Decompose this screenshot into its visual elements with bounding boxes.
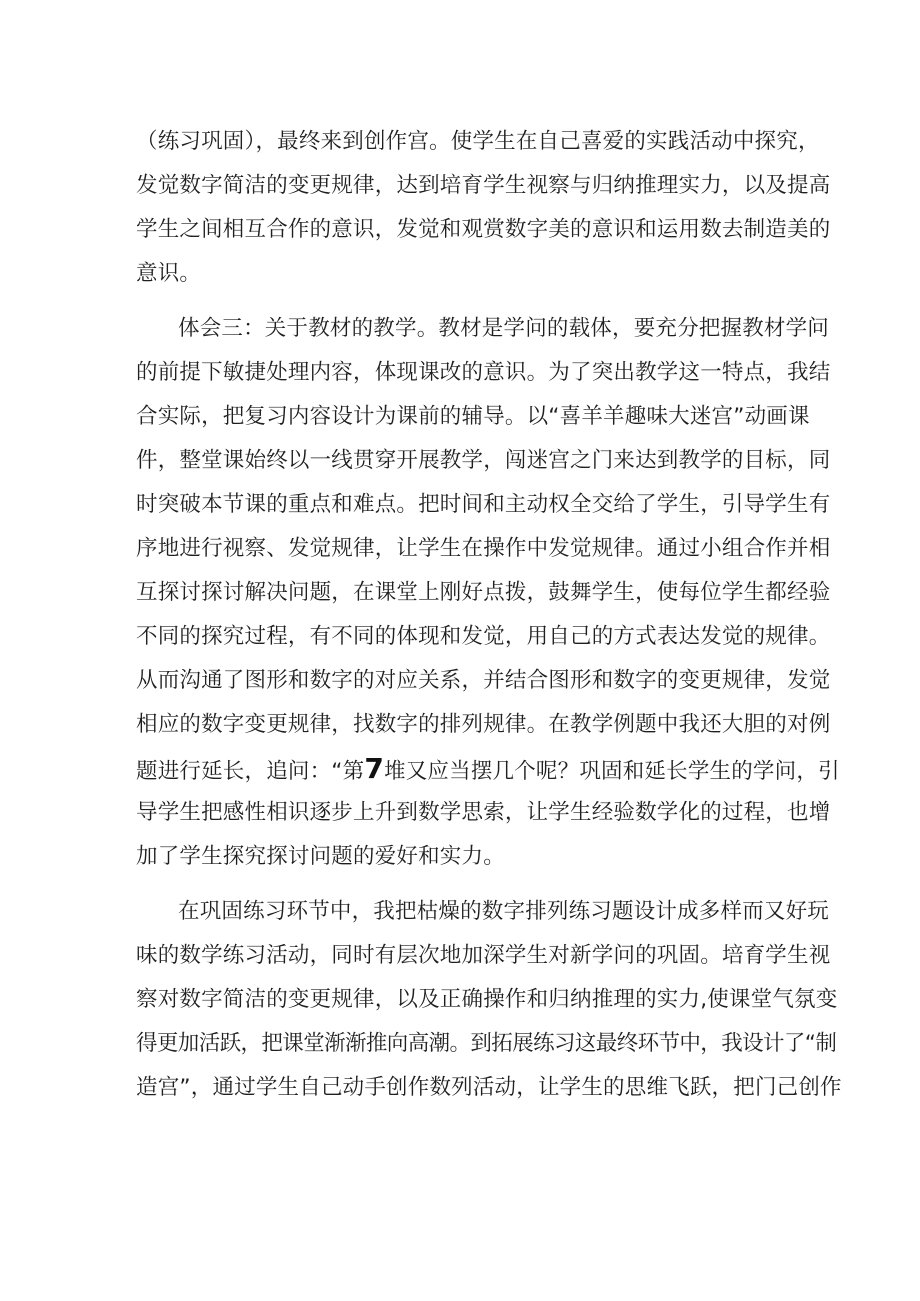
text-line-20: 察对数字简洁的变更规律，以及正确操作和归纳推理的实力,使课堂气氛变 bbox=[136, 987, 838, 1012]
text-line-1: （练习巩固），最终来到创作宫。使学生在自己喜爱的实践活动中探究， bbox=[136, 129, 820, 154]
paragraph-3-line-1: 在巩固练习环节中，我把枯燥的数字排列练习题设计成多样而又好玩 bbox=[178, 899, 830, 924]
text-line-17: 加了学生探究探讨问题的爱好和实力。 bbox=[136, 844, 505, 869]
text-line-16: 导学生把感性相识逐步上升到数学思索，让学生经验数学化的过程，也增 bbox=[136, 800, 831, 825]
text-line-12: 不同的探究过程，有不同的体现和发觉，用自己的方式表达发觉的规律。 bbox=[136, 624, 831, 649]
text-line-10: 序地进行视察、发觉规律，让学生在操作中发觉规律。通过小组合作并相 bbox=[136, 536, 831, 561]
text-line-4: 意识。 bbox=[136, 261, 202, 286]
text-line-13: 从而沟通了图形和数字的对应关系，并结合图形和数字的变更规律，发觉 bbox=[136, 668, 831, 693]
text-line-14: 相应的数字变更规律，找数字的排列规律。在教学例题中我还大胆的对例 bbox=[136, 712, 831, 737]
text-line-3: 学生之间相互合作的意识，发觉和观赏数字美的意识和运用数去制造美的 bbox=[136, 217, 831, 242]
text-line-15-part-1: 题进行延长，追问：“第 bbox=[136, 759, 365, 784]
text-line-9: 时突破本节课的重点和难点。把时间和主动权全交给了学生，引导学生有 bbox=[136, 492, 831, 517]
text-line-7: 合实际，把复习内容设计为课前的辅导。以“喜羊羊趣味大迷宫”动画课 bbox=[136, 404, 810, 429]
text-line-19: 味的数学练习活动，同时有层次地加深学生对新学问的巩固。培育学生视 bbox=[136, 943, 831, 968]
text-line-15-part-2: 堆又应当摆几个呢？巩固和延长学生的学问，引 bbox=[384, 759, 840, 784]
text-line-21: 得更加活跃，把课堂渐渐推向高潮。到拓展练习这最终环节中，我设计了“制 bbox=[136, 1031, 837, 1056]
number-seven: 7 bbox=[364, 752, 385, 785]
text-line-11: 互探讨探讨解决问题，在课堂上刚好点拨，鼓舞学生，使每位学生都经验 bbox=[136, 580, 831, 605]
text-line-8: 件，整堂课始终以一线贯穿开展教学，闯迷宫之门来达到教学的目标，同 bbox=[136, 448, 831, 473]
text-line-2: 发觉数字简洁的变更规律，达到培育学生视察与归纳推理实力，以及提高 bbox=[136, 173, 831, 198]
text-line-22: 造宫”，通过学生自己动手创作数列活动，让学生的思维飞跃，把门己创作 bbox=[136, 1075, 842, 1100]
text-line-15 bbox=[136, 752, 840, 787]
paragraph-2-line-1: 体会三：关于教材的教学。教材是学问的载体，要充分把握教材学问 bbox=[178, 316, 830, 341]
text-line-6: 的前提下敏捷处理内容，体现课改的意识。为了突出教学这一特点，我结 bbox=[136, 360, 831, 385]
